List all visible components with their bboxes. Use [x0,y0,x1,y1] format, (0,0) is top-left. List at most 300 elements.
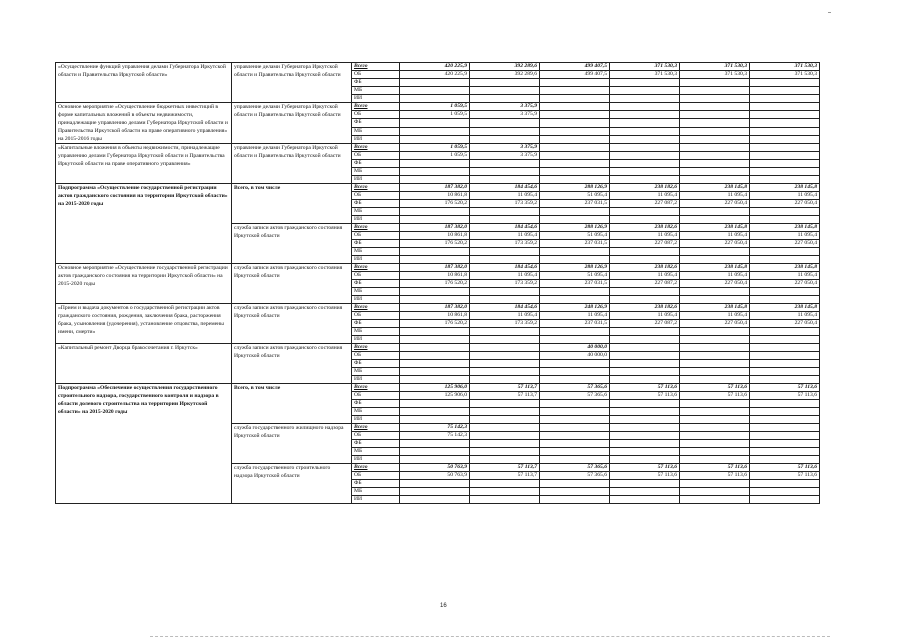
amount-cell: 11 095,4 [470,232,540,240]
amount-cell [750,111,820,119]
amount-cell: 50 763,9 [400,472,470,480]
amount-cell [750,216,820,224]
amount-cell [750,176,820,184]
funding-source-cell: ОБ [352,152,400,160]
amount-cell: 238 145,8 [750,304,820,312]
funding-source-cell: ИИ [352,456,400,464]
amount-cell [610,87,680,95]
amount-cell [750,79,820,87]
amount-cell [400,119,470,127]
amount-cell [750,416,820,424]
amount-cell: 57 365,6 [540,464,610,472]
amount-cell: 238 182,6 [610,184,680,192]
amount-cell [680,432,750,440]
amount-cell: 371 530,3 [610,71,680,79]
funding-source-cell: ФБ [352,280,400,288]
amount-cell [680,416,750,424]
executor-cell: служба записи актов гражданского состояния Иркутской области [232,224,352,264]
amount-cell: 11 095,4 [680,232,750,240]
amount-cell: 238 145,8 [680,264,750,272]
amount-cell: 57 113,6 [610,392,680,400]
executor-cell: Всего, в том числе [232,384,352,424]
amount-cell: 227 050,4 [750,240,820,248]
funding-source-cell: ИИ [352,336,400,344]
activity-name-cell: «Капитальные вложения в объекты недвижимости, принадлежащие управлению делами Губернатора Иркутской области и Правительства Иркутской области на праве оперативного управления» [56,144,232,184]
amount-cell [680,456,750,464]
amount-cell: 371 530,3 [750,63,820,71]
amount-cell [610,135,680,143]
amount-cell: 227 087,2 [610,200,680,208]
amount-cell [750,103,820,111]
amount-cell: 227 087,2 [610,240,680,248]
amount-cell: 187 382,0 [400,304,470,312]
amount-cell [750,95,820,103]
amount-cell [470,368,540,376]
amount-cell: 499 407,5 [540,71,610,79]
amount-cell: 11 095,4 [680,312,750,320]
amount-cell [680,111,750,119]
amount-cell [540,288,610,296]
budget-table-body [56,63,820,504]
amount-cell [540,488,610,496]
amount-cell [470,135,540,143]
amount-cell [470,496,540,504]
amount-cell [470,432,540,440]
amount-cell [540,176,610,184]
executor-cell: управление делами Губернатора Иркутской области и Правительства Иркутской области [232,63,352,103]
amount-cell [470,160,540,168]
amount-cell [400,176,470,184]
amount-cell: 238 145,8 [750,184,820,192]
amount-cell: 173 359,2 [470,280,540,288]
amount-cell: 371 530,3 [680,71,750,79]
amount-cell: 57 113,7 [470,384,540,392]
amount-cell [750,352,820,360]
funding-source-cell: МБ [352,448,400,456]
amount-cell [610,448,680,456]
amount-cell [470,480,540,488]
funding-source-cell: ОБ [352,71,400,79]
amount-cell: 238 145,8 [680,224,750,232]
funding-source-cell: МБ [352,368,400,376]
amount-cell: 11 095,4 [750,232,820,240]
amount-cell [610,288,680,296]
amount-cell: 11 095,4 [470,192,540,200]
amount-cell [400,480,470,488]
amount-cell [680,344,750,352]
funding-source-cell: Всего [352,264,400,272]
amount-cell: 288 126,9 [540,184,610,192]
amount-cell: 125 906,0 [400,384,470,392]
amount-cell [400,135,470,143]
amount-cell [540,376,610,384]
funding-source-cell: ИИ [352,376,400,384]
amount-cell: 11 095,4 [750,312,820,320]
funding-source-cell: ФБ [352,400,400,408]
amount-cell [400,400,470,408]
funding-source-cell: МБ [352,248,400,256]
funding-source-cell: ИИ [352,216,400,224]
amount-cell [470,352,540,360]
amount-cell: 238 182,6 [610,224,680,232]
amount-cell [400,127,470,135]
amount-cell [750,360,820,368]
amount-cell [610,152,680,160]
amount-cell [750,135,820,143]
amount-cell: 3 375,9 [470,144,540,152]
amount-cell [680,160,750,168]
amount-cell: 187 382,0 [400,184,470,192]
amount-cell [540,480,610,488]
amount-cell: 173 359,2 [470,240,540,248]
amount-cell: 237 031,5 [540,240,610,248]
amount-cell: 57 113,6 [680,464,750,472]
amount-cell: 11 095,4 [470,312,540,320]
amount-cell [540,336,610,344]
funding-source-cell: Всего [352,144,400,152]
amount-cell [680,488,750,496]
amount-cell [750,152,820,160]
amount-cell [610,408,680,416]
funding-source-cell: Всего [352,103,400,111]
amount-cell [680,103,750,111]
amount-cell: 1 059,5 [400,111,470,119]
amount-cell [750,344,820,352]
amount-cell: 11 095,4 [750,192,820,200]
activity-name-cell: «Капитальный ремонт Дворца бракосочетания г. Иркутск» [56,344,232,384]
funding-source-cell: Всего [352,304,400,312]
amount-cell [470,440,540,448]
amount-cell [400,160,470,168]
amount-cell [610,119,680,127]
funding-source-cell: ФБ [352,160,400,168]
amount-cell [540,408,610,416]
amount-cell [470,176,540,184]
amount-cell [610,360,680,368]
amount-cell [750,440,820,448]
amount-cell: 11 095,4 [470,272,540,280]
amount-cell [400,87,470,95]
amount-cell [540,152,610,160]
page-number: 16 [440,603,447,609]
amount-cell [610,400,680,408]
amount-cell [610,456,680,464]
amount-cell: 57 365,6 [540,384,610,392]
amount-cell [470,448,540,456]
amount-cell [400,256,470,264]
funding-source-cell: ОБ [352,232,400,240]
amount-cell [610,496,680,504]
amount-cell: 371 530,3 [750,71,820,79]
table-row [56,344,820,352]
activity-name-cell: Подпрограмма «Осуществление государственной регистрации актов гражданского состояния на территории Иркутской области» на 2015-2020 годы [56,184,232,264]
scan-artifact-dot [828,12,831,13]
amount-cell: 288 126,9 [540,224,610,232]
funding-source-cell: ОБ [352,192,400,200]
amount-cell: 176 520,2 [400,320,470,328]
amount-cell [540,328,610,336]
amount-cell [610,344,680,352]
amount-cell [610,168,680,176]
amount-cell [540,296,610,304]
amount-cell: 238 145,8 [750,264,820,272]
activity-name-cell: Подпрограмма «Обеспечение осуществления государственного строительного надзора, государственного контроля и надзора в области долевого строительства на территории Иркутской области» на 2015-2020 годы [56,384,232,504]
amount-cell: 187 382,0 [400,224,470,232]
amount-cell [470,328,540,336]
amount-cell [750,127,820,135]
amount-cell [610,424,680,432]
amount-cell [680,480,750,488]
amount-cell [750,408,820,416]
funding-source-cell: Всего [352,464,400,472]
funding-source-cell: МБ [352,328,400,336]
amount-cell: 499 407,5 [540,63,610,71]
amount-cell [610,256,680,264]
amount-cell [470,376,540,384]
amount-cell: 288 126,9 [540,264,610,272]
amount-cell [750,368,820,376]
funding-source-cell: ИИ [352,416,400,424]
funding-source-cell: ФБ [352,480,400,488]
funding-source-cell: ФБ [352,240,400,248]
amount-cell [610,336,680,344]
amount-cell [750,496,820,504]
amount-cell [540,216,610,224]
amount-cell: 371 530,3 [610,63,680,71]
amount-cell: 227 087,2 [610,320,680,328]
amount-cell [540,360,610,368]
amount-cell [470,424,540,432]
amount-cell [540,87,610,95]
amount-cell [680,216,750,224]
funding-source-cell: ОБ [352,392,400,400]
funding-source-cell: МБ [352,168,400,176]
amount-cell [540,400,610,408]
funding-source-cell: МБ [352,288,400,296]
amount-cell: 51 095,4 [540,272,610,280]
amount-cell [540,208,610,216]
amount-cell: 57 113,6 [680,392,750,400]
amount-cell: 1 059,5 [400,152,470,160]
funding-source-cell: ФБ [352,440,400,448]
amount-cell: 57 113,6 [680,472,750,480]
amount-cell [540,168,610,176]
amount-cell: 75 142,3 [400,424,470,432]
amount-cell [400,288,470,296]
amount-cell: 57 113,6 [750,464,820,472]
activity-name-cell: Основное мероприятие «Осуществление государственной регистрации актов гражданского состояния на территории Иркутской области» на 2015-2020 годы [56,264,232,304]
amount-cell [750,336,820,344]
funding-source-cell: ИИ [352,296,400,304]
amount-cell [610,480,680,488]
amount-cell [400,360,470,368]
amount-cell [540,432,610,440]
funding-source-cell: Всего [352,224,400,232]
funding-source-cell: Всего [352,63,400,71]
amount-cell: 57 113,6 [750,384,820,392]
amount-cell: 3 375,9 [470,103,540,111]
amount-cell [750,208,820,216]
amount-cell [400,488,470,496]
amount-cell [470,288,540,296]
amount-cell [680,144,750,152]
amount-cell [540,448,610,456]
amount-cell: 176 520,2 [400,280,470,288]
amount-cell: 227 087,2 [610,280,680,288]
amount-cell: 371 530,3 [680,63,750,71]
amount-cell [610,176,680,184]
amount-cell: 51 095,4 [540,192,610,200]
amount-cell: 238 145,8 [680,304,750,312]
activity-name-cell: Основное мероприятие «Осуществление бюджетных инвестиций в форме капитальных вложений в объекты недвижимости, принадлежащие управлению делами Губернатора Иркутской области и Правительства Иркутской области на праве оперативного управления» на 2015-2016 годы [56,103,232,144]
amount-cell [540,440,610,448]
amount-cell: 10 861,8 [400,192,470,200]
amount-cell: 184 454,6 [470,224,540,232]
activity-name-cell: «Прием и выдача документов о государственной регистрации актов гражданского состояния, рождения, заключения брака, расторжения брака, усыновления (удочерения), установление отцовства, перемены имени, смерти» [56,304,232,344]
amount-cell [540,79,610,87]
amount-cell: 10 861,8 [400,312,470,320]
amount-cell: 125 906,0 [400,392,470,400]
funding-source-cell: ИИ [352,256,400,264]
amount-cell [470,336,540,344]
amount-cell [400,408,470,416]
funding-source-cell: ФБ [352,79,400,87]
amount-cell: 11 095,4 [680,192,750,200]
amount-cell [680,408,750,416]
amount-cell [610,248,680,256]
amount-cell: 57 113,7 [470,392,540,400]
amount-cell [470,400,540,408]
amount-cell: 227 050,4 [680,200,750,208]
funding-source-cell: ФБ [352,320,400,328]
amount-cell [680,127,750,135]
amount-cell: 11 095,4 [610,272,680,280]
amount-cell [540,256,610,264]
funding-source-cell: Всего [352,424,400,432]
funding-source-cell: ИИ [352,95,400,103]
amount-cell [540,103,610,111]
executor-cell: служба записи актов гражданского состояния Иркутской области [232,304,352,344]
amount-cell [680,368,750,376]
amount-cell [540,95,610,103]
amount-cell [400,79,470,87]
amount-cell [400,456,470,464]
amount-cell [400,448,470,456]
amount-cell [610,368,680,376]
amount-cell [750,488,820,496]
amount-cell [400,168,470,176]
amount-cell [610,79,680,87]
amount-cell: 173 359,2 [470,200,540,208]
amount-cell: 237 031,5 [540,320,610,328]
amount-cell [540,127,610,135]
amount-cell [680,135,750,143]
executor-cell: управление делами Губернатора Иркутской области и Правительства Иркутской области [232,103,352,144]
amount-cell [470,127,540,135]
amount-cell [680,119,750,127]
activity-name-cell: «Осуществление функций управления делами Губернатора Иркутской области и Правительства Иркутской области» [56,63,232,103]
amount-cell [400,376,470,384]
amount-cell [610,352,680,360]
amount-cell: 40 000,0 [540,352,610,360]
amount-cell [610,208,680,216]
amount-cell [680,336,750,344]
amount-cell [680,360,750,368]
amount-cell [680,376,750,384]
amount-cell: 227 050,4 [750,320,820,328]
amount-cell: 50 763,9 [400,464,470,472]
amount-cell: 57 113,7 [470,464,540,472]
funding-source-cell: ФБ [352,119,400,127]
amount-cell: 10 861,8 [400,272,470,280]
funding-source-cell: Всего [352,184,400,192]
amount-cell: 227 050,4 [750,200,820,208]
amount-cell: 184 454,6 [470,304,540,312]
funding-source-cell: ОБ [352,352,400,360]
amount-cell [680,79,750,87]
amount-cell [680,352,750,360]
amount-cell: 420 225,9 [400,63,470,71]
amount-cell [470,256,540,264]
amount-cell: 11 095,4 [680,272,750,280]
amount-cell [610,488,680,496]
amount-cell [680,296,750,304]
amount-cell [750,87,820,95]
amount-cell [470,95,540,103]
amount-cell: 1 059,5 [400,103,470,111]
amount-cell: 238 182,6 [610,264,680,272]
amount-cell [540,248,610,256]
funding-source-cell: МБ [352,408,400,416]
amount-cell [470,408,540,416]
funding-source-cell: Всего [352,344,400,352]
amount-cell [540,424,610,432]
amount-cell [540,160,610,168]
amount-cell [610,376,680,384]
table-row [56,264,820,272]
amount-cell [470,360,540,368]
amount-cell [610,440,680,448]
table-row [56,144,820,152]
amount-cell [470,488,540,496]
amount-cell [400,336,470,344]
amount-cell: 3 375,9 [470,152,540,160]
amount-cell: 51 095,4 [540,232,610,240]
amount-cell [680,424,750,432]
amount-cell: 10 861,8 [400,232,470,240]
amount-cell: 420 225,9 [400,71,470,79]
funding-source-cell: ИИ [352,176,400,184]
executor-cell: служба государственного жилищного надзора Иркутской области [232,424,352,464]
amount-cell: 57 113,6 [610,384,680,392]
amount-cell: 187 382,0 [400,264,470,272]
executor-cell: служба государственного строительного надзора Иркутской области [232,464,352,504]
amount-cell: 248 126,9 [540,304,610,312]
table-row [56,184,820,192]
amount-cell: 57 113,6 [750,392,820,400]
funding-source-cell: МБ [352,208,400,216]
amount-cell: 176 520,2 [400,240,470,248]
amount-cell [750,288,820,296]
table-row [56,63,820,71]
amount-cell [610,160,680,168]
amount-cell [470,296,540,304]
amount-cell [540,111,610,119]
amount-cell [610,432,680,440]
amount-cell [750,256,820,264]
funding-source-cell: МБ [352,127,400,135]
amount-cell [400,95,470,103]
